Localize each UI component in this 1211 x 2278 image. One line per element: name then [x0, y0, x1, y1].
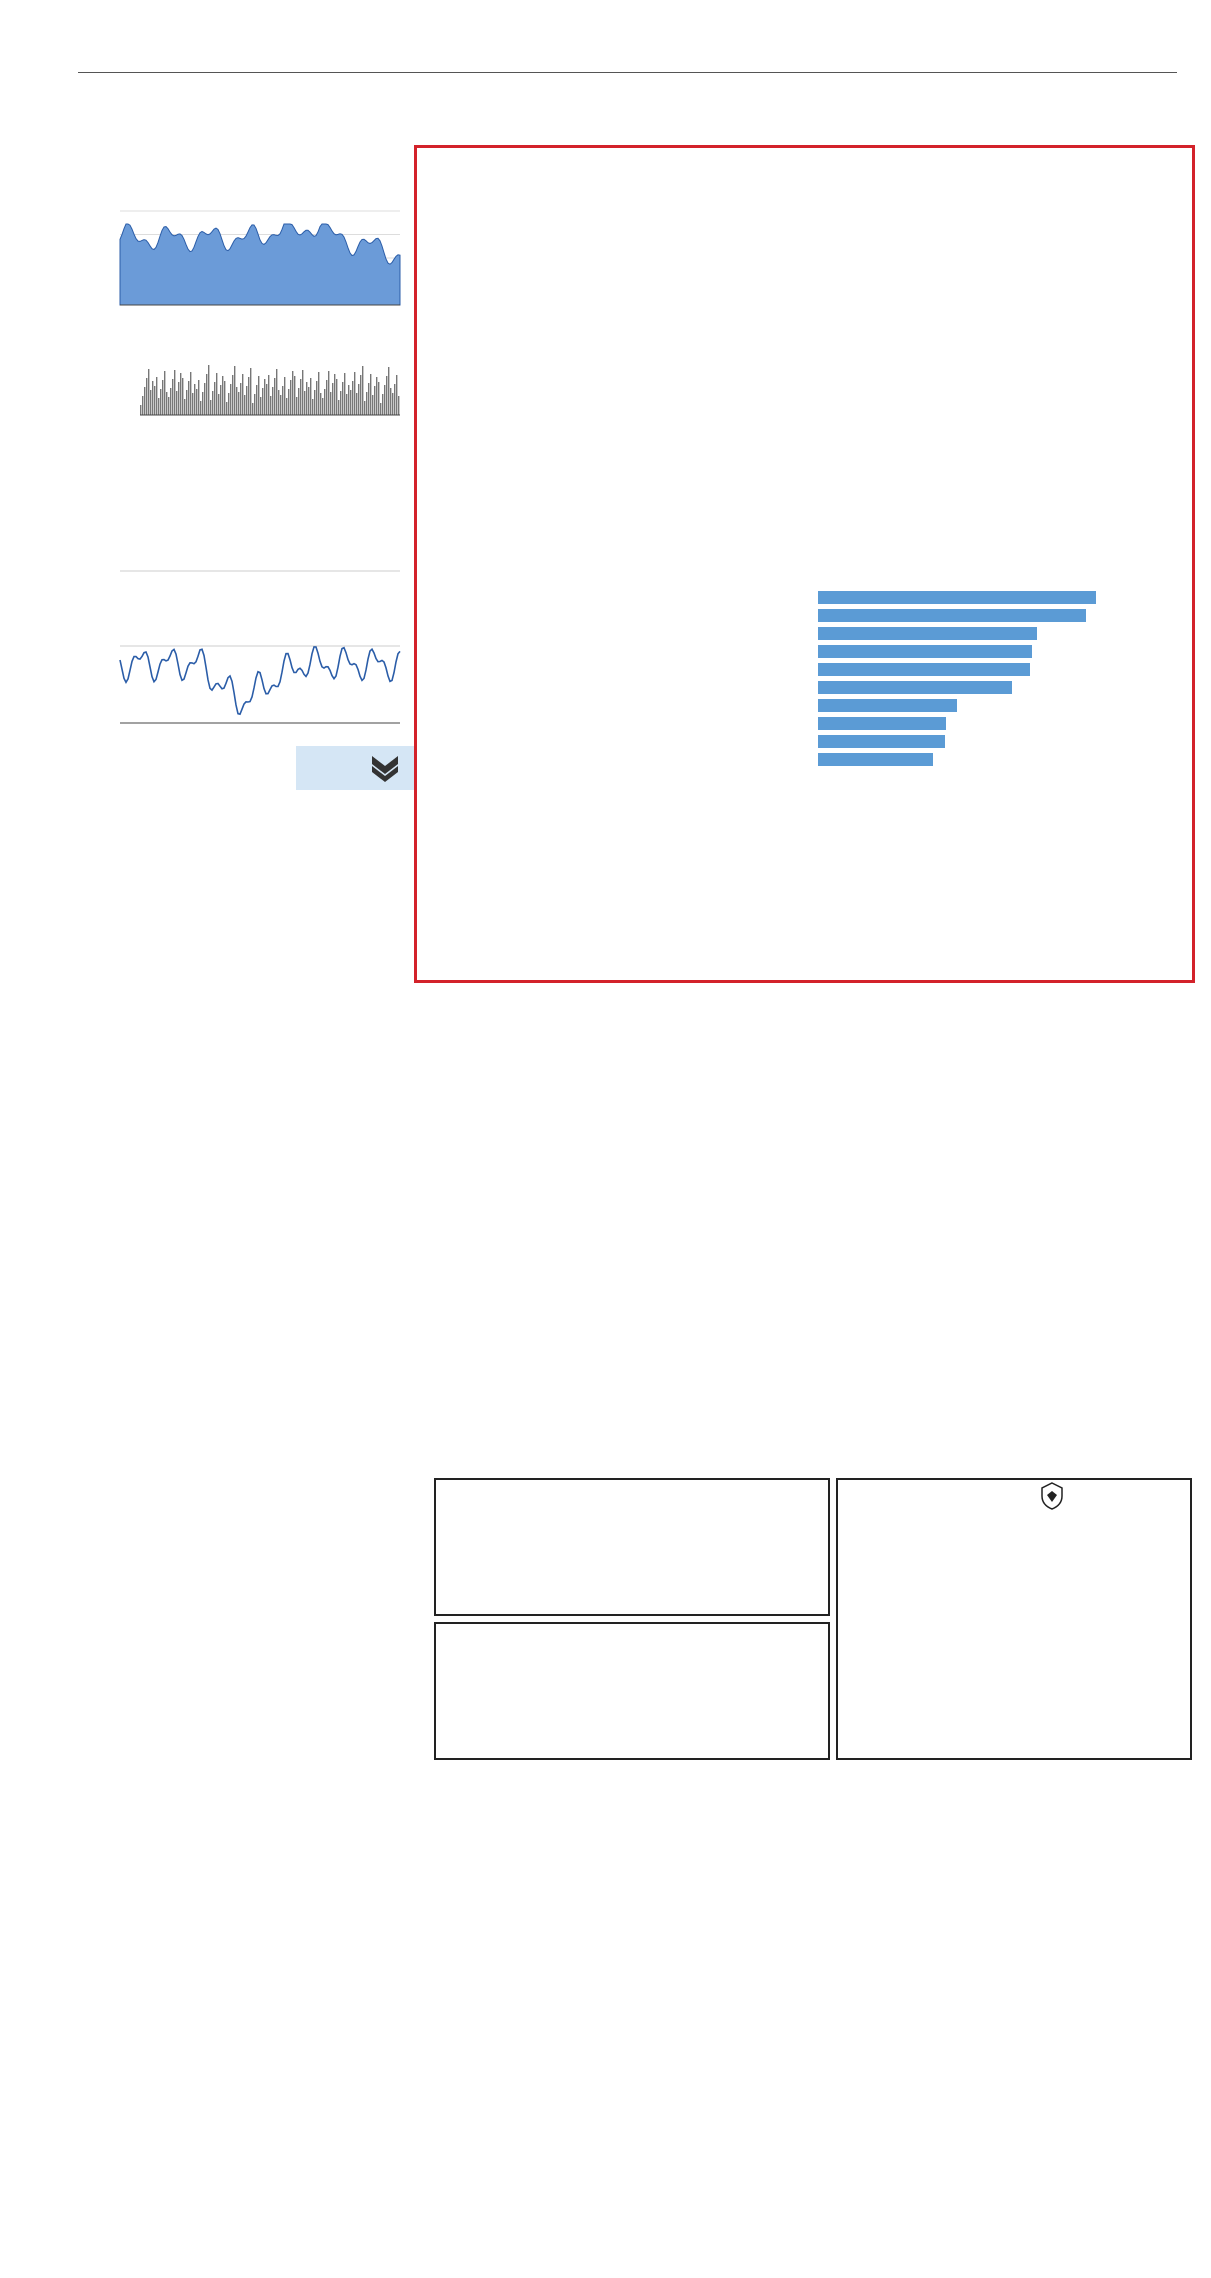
volume-bar — [370, 374, 371, 415]
volume-bar — [176, 391, 177, 415]
chart2-bars — [598, 812, 928, 962]
volume-bar — [306, 382, 307, 415]
volume-bar — [246, 386, 247, 415]
club-crest-icon — [1040, 1482, 1064, 1510]
volume-bar — [232, 375, 233, 415]
volume-bar — [154, 386, 155, 415]
volume-bar — [184, 399, 185, 415]
bar — [818, 645, 1032, 658]
volume-bar — [142, 396, 143, 415]
volume-bar — [242, 374, 243, 415]
volume-bar — [380, 403, 381, 415]
volume-bar — [354, 372, 355, 415]
volume-bar — [398, 396, 399, 415]
volume-bar — [200, 401, 201, 415]
volume-bar — [300, 379, 301, 415]
volume-bar — [208, 365, 209, 415]
volume-bar — [162, 380, 163, 415]
volume-bar — [316, 381, 317, 415]
cell — [264, 1190, 313, 1193]
volume-bar — [212, 391, 213, 415]
volume-bar — [258, 376, 259, 415]
volume-bar — [352, 381, 353, 415]
volume-bar — [284, 377, 285, 415]
dolar-chart — [80, 205, 410, 315]
volume-bar — [244, 395, 245, 415]
volume-bar — [330, 392, 331, 415]
chart1-bars — [598, 590, 1168, 770]
bar — [818, 717, 946, 730]
volume-bar — [364, 401, 365, 415]
down-arrow-icon — [370, 752, 400, 782]
volume-bar — [220, 385, 221, 415]
volume-bar — [286, 398, 287, 415]
cell — [70, 1190, 119, 1193]
header-rule — [78, 72, 1177, 73]
bar — [818, 753, 933, 766]
volume-bar — [278, 390, 279, 415]
volume-bar — [222, 376, 223, 415]
volume-bar — [170, 388, 171, 415]
bar — [818, 609, 1086, 622]
volume-bar — [366, 392, 367, 415]
volume-bar — [322, 398, 323, 415]
volume-bar — [226, 402, 227, 415]
volume-bar — [250, 368, 251, 415]
volume-bar — [296, 397, 297, 415]
volume-bar — [320, 393, 321, 415]
volume-bar — [214, 382, 215, 415]
volume-bar — [338, 400, 339, 415]
volume-bar — [152, 381, 153, 415]
volume-bar — [302, 370, 303, 415]
volume-bar — [228, 393, 229, 415]
volume-bar — [288, 389, 289, 415]
volume-bar — [180, 373, 181, 415]
volume-bar — [368, 383, 369, 415]
volume-bar — [340, 391, 341, 415]
volume-bar — [218, 394, 219, 415]
volume-bar — [270, 396, 271, 415]
volume-bar — [148, 369, 149, 415]
volume-bar — [318, 372, 319, 415]
cell — [216, 1190, 265, 1193]
volume-bar — [262, 388, 263, 415]
volume-bar — [182, 378, 183, 415]
cell — [119, 1190, 168, 1193]
volume-bar — [230, 384, 231, 415]
bar — [818, 627, 1037, 640]
cell — [313, 1190, 362, 1193]
ad-sura-2 — [434, 1622, 830, 1760]
volume-bar — [290, 380, 291, 415]
feature-col2 — [660, 992, 830, 1000]
ad-club — [836, 1478, 1192, 1760]
volume-bar — [386, 376, 387, 415]
volume-bar — [190, 372, 191, 415]
volume-bar — [164, 371, 165, 415]
volume-chart — [80, 353, 410, 423]
volume-bar — [160, 389, 161, 415]
volume-bar — [140, 405, 141, 415]
volume-bar — [390, 388, 391, 415]
volume-bar — [374, 386, 375, 415]
volume-bar — [168, 397, 169, 415]
volume-bar — [174, 370, 175, 415]
volume-bar — [344, 373, 345, 415]
volume-bar — [224, 381, 225, 415]
volume-bar — [240, 383, 241, 415]
volume-bar — [298, 388, 299, 415]
volume-bar — [210, 400, 211, 415]
volume-bar — [336, 379, 337, 415]
volume-bar — [292, 371, 293, 415]
volume-bar — [326, 380, 327, 415]
bar — [818, 591, 1096, 604]
feature-col4 — [1024, 992, 1182, 1000]
volume-bar — [266, 384, 267, 415]
volume-bar — [282, 386, 283, 415]
volume-bar — [332, 383, 333, 415]
volume-bar — [392, 393, 393, 415]
volume-bar — [204, 383, 205, 415]
bar — [818, 699, 957, 712]
volume-bar — [358, 384, 359, 415]
volume-bar — [372, 395, 373, 415]
volume-bar — [248, 377, 249, 415]
volume-bar — [328, 371, 329, 415]
volume-bar — [186, 390, 187, 415]
bar — [818, 663, 1030, 676]
volume-bar — [188, 381, 189, 415]
volume-bar — [312, 399, 313, 415]
volume-bar — [166, 392, 167, 415]
volume-bar — [314, 390, 315, 415]
volume-bar — [268, 375, 269, 415]
volume-bar — [234, 366, 235, 415]
volume-bar — [384, 385, 385, 415]
volume-bar — [348, 385, 349, 415]
volume-bar — [216, 373, 217, 415]
volume-bar — [194, 384, 195, 415]
volume-bar — [196, 389, 197, 415]
cell — [167, 1190, 216, 1193]
volume-bar — [202, 392, 203, 415]
volume-bar — [274, 378, 275, 415]
colcap-chart — [80, 565, 410, 735]
cell — [361, 1190, 410, 1193]
volume-bar — [156, 377, 157, 415]
volume-bar — [324, 389, 325, 415]
colcap-line — [120, 647, 400, 714]
acciones-head — [70, 1190, 410, 1193]
volume-bar — [294, 376, 295, 415]
dolar-area — [120, 224, 400, 305]
bar — [818, 735, 945, 748]
volume-bars — [140, 365, 399, 415]
volume-bar — [272, 387, 273, 415]
volume-bar — [276, 369, 277, 415]
volume-bar — [264, 379, 265, 415]
ad-sura-1 — [434, 1478, 830, 1616]
volume-bar — [178, 382, 179, 415]
volume-bar — [252, 403, 253, 415]
volume-bar — [346, 394, 347, 415]
volume-bar — [388, 367, 389, 415]
volume-bar — [382, 394, 383, 415]
volume-bar — [256, 385, 257, 415]
volume-bar — [396, 375, 397, 415]
volume-bar — [304, 391, 305, 415]
volume-bar — [394, 384, 395, 415]
volume-bar — [158, 398, 159, 415]
volume-bar — [308, 387, 309, 415]
volume-bar — [350, 390, 351, 415]
acciones-table — [70, 1190, 410, 1193]
volume-bar — [198, 380, 199, 415]
volume-bar — [236, 387, 237, 415]
volume-bar — [280, 395, 281, 415]
volume-bar — [238, 392, 239, 415]
volume-bar — [144, 387, 145, 415]
volume-bar — [146, 378, 147, 415]
volume-bar — [334, 374, 335, 415]
volume-bar — [172, 379, 173, 415]
volume-bar — [206, 374, 207, 415]
volume-bar — [310, 378, 311, 415]
volume-bar — [254, 394, 255, 415]
volume-bar — [376, 377, 377, 415]
volume-bar — [356, 393, 357, 415]
volume-bar — [192, 393, 193, 415]
bar — [818, 681, 1012, 694]
volume-bar — [260, 397, 261, 415]
volume-bar — [362, 366, 363, 415]
volume-bar — [378, 382, 379, 415]
volume-bar — [360, 375, 361, 415]
volume-bar — [150, 390, 151, 415]
volume-bar — [342, 382, 343, 415]
